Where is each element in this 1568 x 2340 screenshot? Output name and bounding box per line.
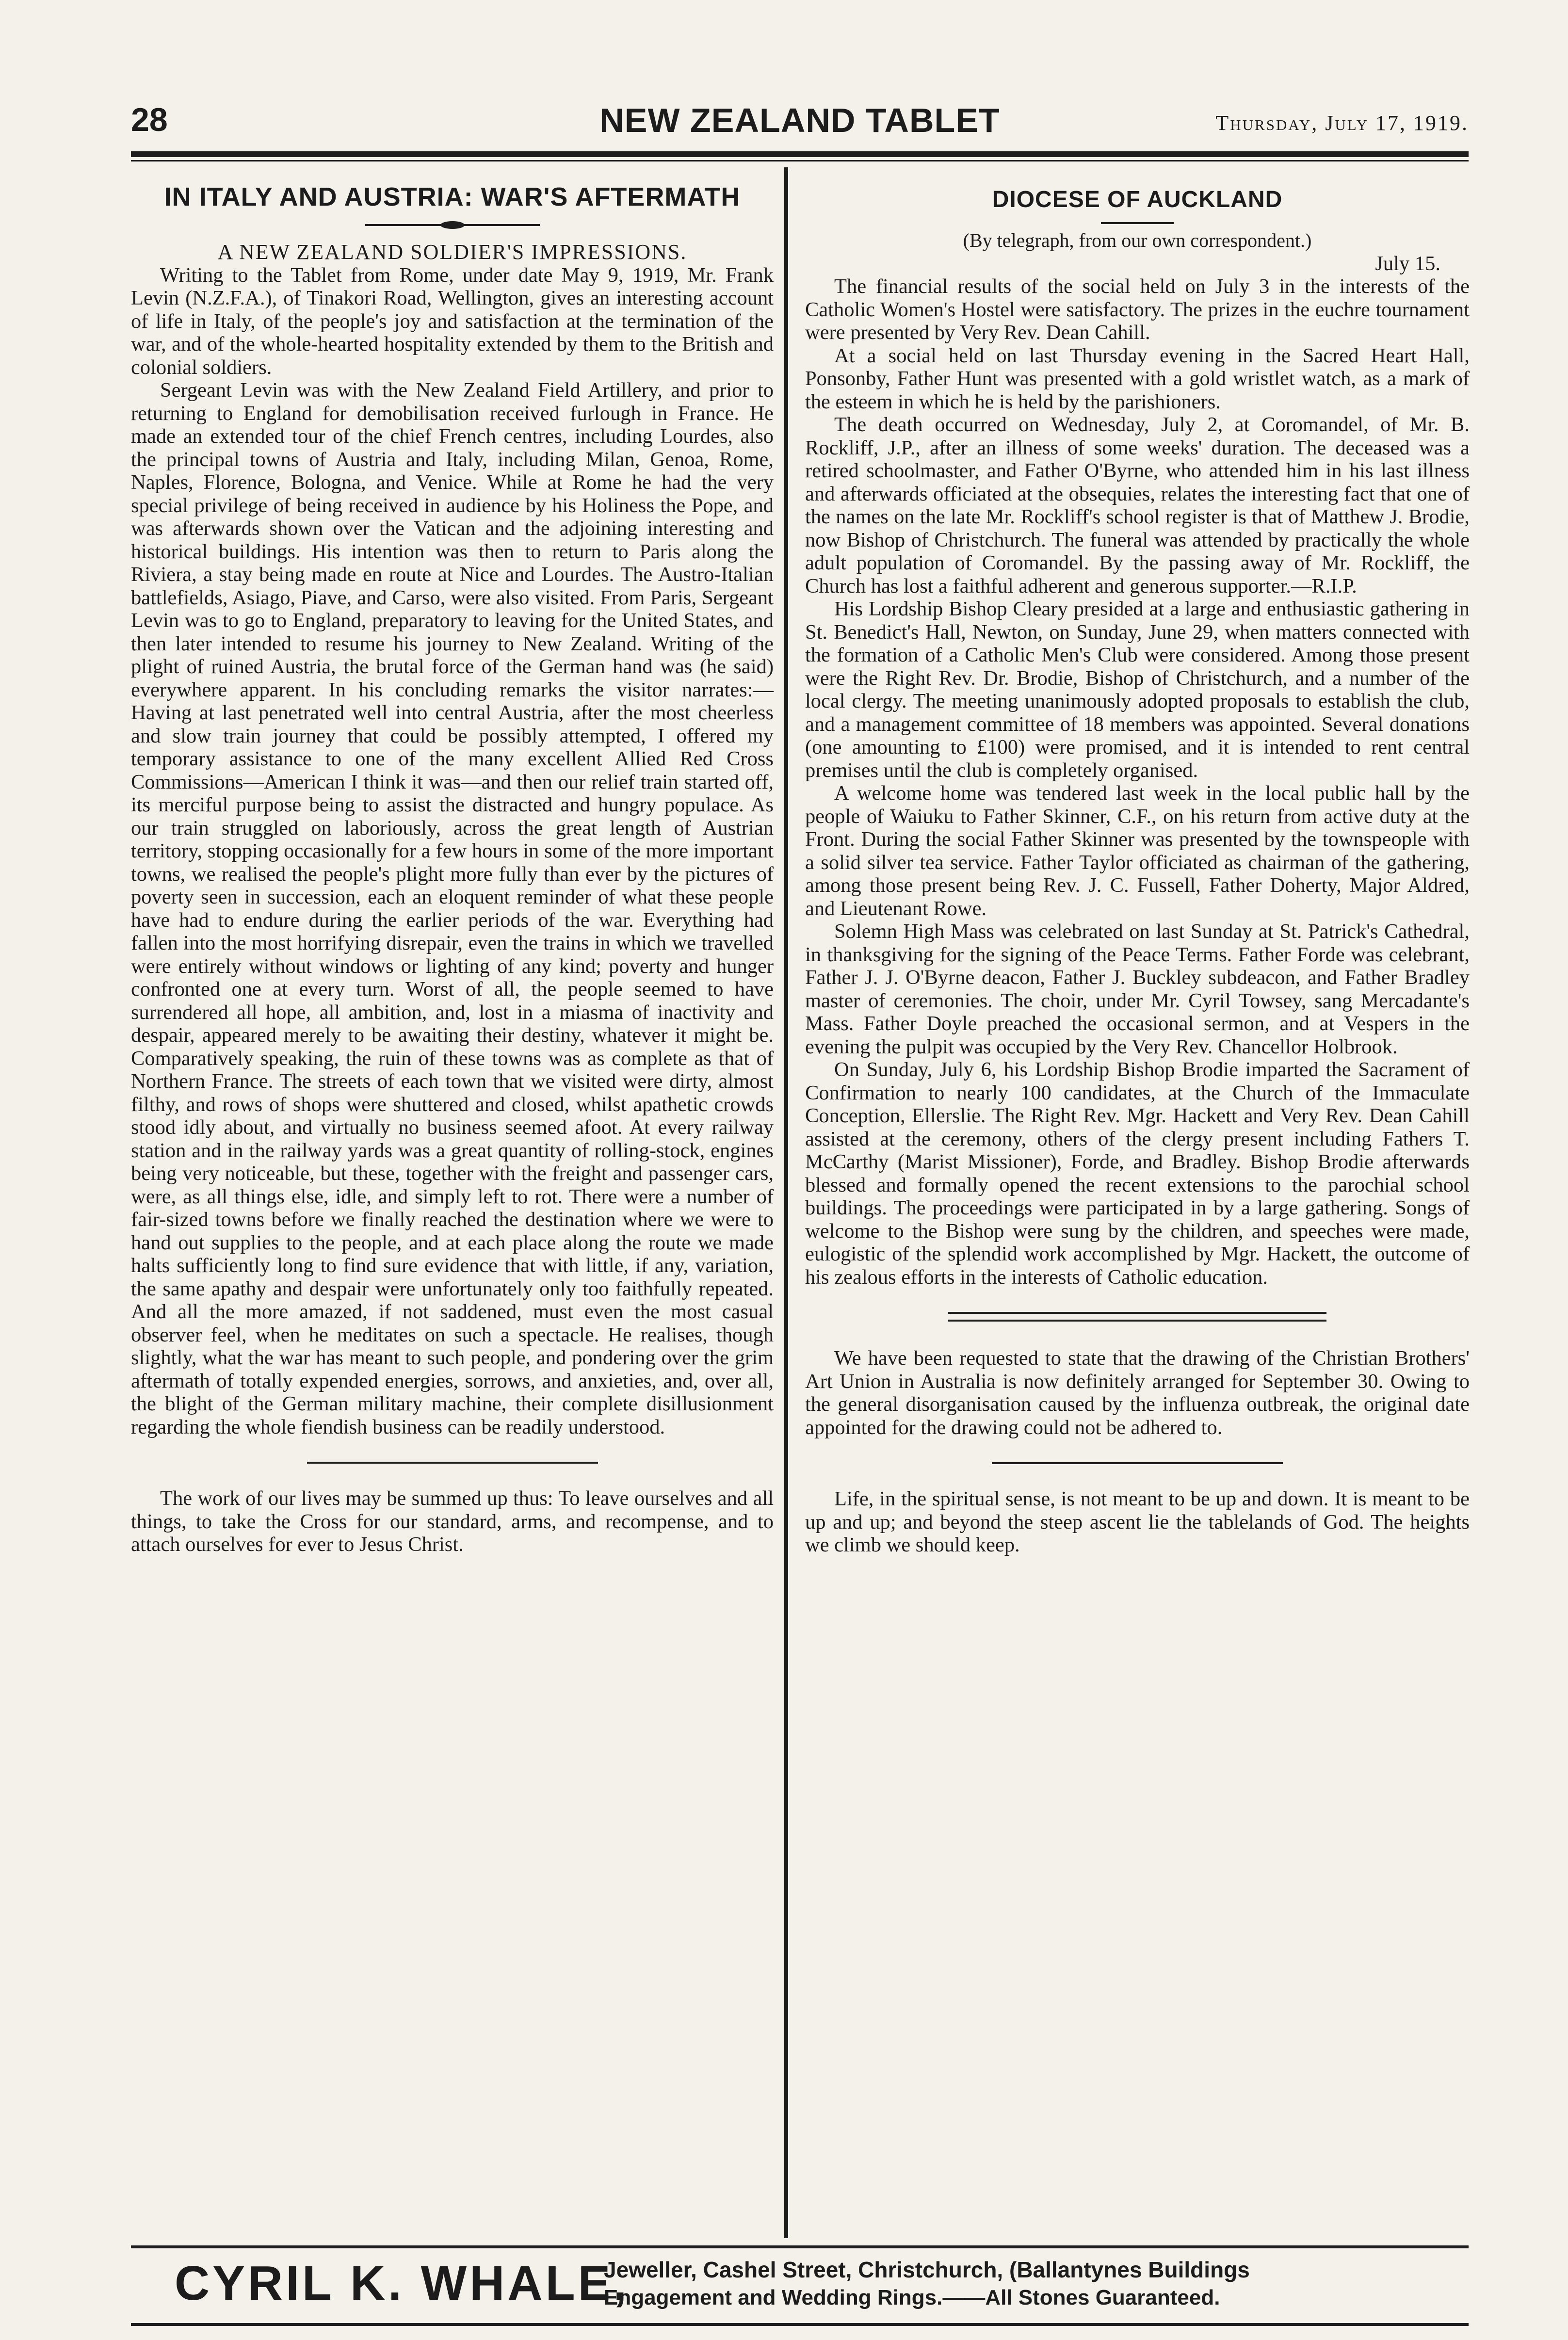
masthead-rule bbox=[131, 151, 1469, 157]
section-divider bbox=[992, 1462, 1283, 1464]
art-union-notice: We have been requested to state that the drawing of the Christian Brothers' Art Union in Australia is now definitely arranged for September 30. Owing to the general disorganisation caused by the influenza outbreak, the original date appointed for the drawing could not be adhered to. bbox=[805, 1347, 1470, 1439]
masthead-rule-thin bbox=[131, 160, 1469, 161]
advertiser-name: CYRIL K. WHALE, bbox=[175, 2256, 630, 2310]
news-paragraph: His Lordship Bishop Cleary presided at a large and enthusiastic gathering in St. Benedict's Hall, Newton, on Sunday, June 29, when matters connected with the formation of a Catholic Men's Club were considered. Among those present were the Right Rev. Dr. Brodie, Bishop of Christchurch, and a number of the local clergy. The meeting unanimously adopted proposals to establish the club, and a management committee of 18 members was appointed. Several donations (one amounting to £100) were promised, and it is intended to rent central premises until the club is completely organised. bbox=[805, 597, 1470, 782]
filler-paragraph: The work of our lives may be summed up thus: To leave ourselves and all things, to take the Cross for our standard, arms, and recompense, and to attach ourselves for ever to Jesus Christ. bbox=[131, 1487, 774, 1556]
diocese-headline: DIOCESE OF AUCKLAND bbox=[992, 187, 1283, 212]
column-divider bbox=[784, 167, 788, 2238]
byline: (By telegraph, from our own correspondent.) bbox=[963, 229, 1312, 251]
article-headline: IN ITALY AND AUSTRIA: WAR'S AFTERMATH bbox=[164, 182, 741, 211]
headline-ornament bbox=[365, 220, 540, 230]
dateline: July 15. bbox=[1375, 252, 1440, 275]
news-paragraph: The death occurred on Wednesday, July 2, at Coromandel, of Mr. B. Rockliff, J.P., after an illness of some weeks' duration. The deceased was a retired schoolmaster, and Father O'Byrne, who attended him in his last illness and afterwards officiated at the obsequies, relates the interesting fact that one of the names on the late Mr. Rockliff's school register is that of Matthew J. Brodie, now Bishop of Christchurch. The funeral was attended by practically the whole adult population of Coromandel. By the passing away of Mr. Rockliff, the Church has lost a faithful adherent and generous supporter.—R.I.P. bbox=[805, 413, 1470, 597]
issue-date: Thursday, July 17, 1919. bbox=[1215, 111, 1469, 135]
news-paragraph: The financial results of the social held on July 3 in the interests of the Catholic Women's Hostel were satisfactory. The prizes in the euchre tournament were presented by Very Rev. Dean Cahill. bbox=[805, 275, 1470, 344]
footer-rule bbox=[131, 2245, 1469, 2248]
section-divider bbox=[307, 1462, 598, 1464]
filler-paragraph: Life, in the spiritual sense, is not meant to be up and down. It is meant to be up and up; and beyond the steep ascent lie the tablelands of God. The heights we climb we should keep. bbox=[805, 1487, 1470, 1556]
page-number: 28 bbox=[131, 101, 168, 138]
masthead bbox=[131, 97, 1469, 150]
left-column bbox=[131, 175, 774, 1556]
article-paragraph: Writing to the Tablet from Rome, under date May 9, 1919, Mr. Frank Levin (N.Z.F.A.), of Tinakori Road, Wellington, gives an interesting account of life in Italy, of the people's joy and satisfaction at the termination of the war, and of the whole-hearted hospitality extended by them to the British and colonial soldiers. bbox=[131, 263, 774, 379]
news-paragraph: Solemn High Mass was celebrated on last Sunday at St. Patrick's Cathedral, in thanksgiving for the signing of the Peace Terms. Father Forde was celebrant, Father J. J. O'Byrne deacon, Father J. Buckley subdeacon, and Father Bradley master of ceremonies. The choir, under Mr. Cyril Towsey, sang Mercadante's Mass. Father Doyle preached the occasional sermon, and at Vespers in the evening the pulpit was occupied by the Very Rev. Chancellor Holbrook. bbox=[805, 920, 1470, 1058]
section-divider-double bbox=[948, 1312, 1326, 1322]
article-subheadline: A NEW ZEALAND SOLDIER'S IMPRESSIONS. bbox=[217, 240, 687, 264]
advertiser-tagline: Engagement and Wedding Rings.——All Stones Guaranteed. bbox=[604, 2286, 1220, 2309]
newspaper-title: NEW ZEALAND TABLET bbox=[599, 101, 1000, 139]
article-paragraph: Sergeant Levin was with the New Zealand Field Artillery, and prior to returning to England for demobilisation received furlough in France. He made an extended tour of the chief French centres, including Lourdes, also the principal towns of Austria and Italy, including Milan, Genoa, Rome, Naples, Florence, Bologna, and Venice. While at Rome he had the very special privilege of being received in audience by his Holiness the Pope, and was afterwards shown over the Vatican and the adjoining interesting and historical buildings. His intention was then to return to Paris along the Riviera, a stay being made en route at Nice and Lourdes. The Austro-Italian battlefields, Asiago, Piave, and Carso, were also visited. From Paris, Sergeant Levin was to go to England, preparatory to leaving for the United States, and then later intended to resume his journey to New Zealand. Writing of the plight of ruined Austria, the brutal force of the German hand was (he said) everywhere apparent. In his concluding remarks the visitor narrates:—Having at last penetrated well into central Austria, after the most cheerless and slow train journey that could be possibly attempted, I offered my temporary assistance to one of the many excellent Allied Red Cross Commissions—American I think it was—and then our relief train started off, its merciful purpose being to assist the distracted and hungry populace. As our train struggled on laboriously, across the great length of Austrian territory, stopping occasionally for a few hours in some of the more important towns, we realised the people's plight more fully than ever by the pictures of poverty seen in succession, each an eloquent reminder of what these people have had to endure during the earlier periods of the war. Everything had fallen into the most horrifying disrepair, even the trains in which we travelled were entirely without windows or lighting of any kind; poverty and hunger confronted one at every turn. Worst of all, the people seemed to have surrendered all hope, all ambition, and, lost in a miasma of inactivity and despair, appeared merely to be awaiting their destiny, whatever it might be. Comparatively speaking, the ruin of these towns was as complete as that of Northern France. The streets of each town that we visited were dirty, almost filthy, and rows of shops were shuttered and closed, whilst apathetic crowds stood idly about, and virtually no business seemed afoot. At every railway station and in the railway yards was a great quantity of rolling-stock, engines being very noticeable, but these, together with the freight and passenger cars, were, as all things else, idle, and simply left to rot. There were a number of fair-sized towns before we finally reached the destination where we were to hand out supplies to the people, and at each place along the route we made halts sufficiently long to find sure evidence that with little, if any, variation, the same apathy and despair were unfortunately only too faithfully repeated. And all the more amazed, if not saddened, must even the most casual observer feel, when he meditates on such a spectacle. He realises, though slightly, what the war has meant to such people, and pondering over the grim aftermath of totally expended energies, sorrows, and anxieties, and, over all, the blight of the German military machine, their complete disillusionment regarding the whole fiendish business can be readily understood. bbox=[131, 379, 774, 1438]
headline-rule bbox=[1101, 222, 1174, 224]
footer-rule-bottom bbox=[131, 2323, 1469, 2326]
footer-advertisement bbox=[131, 2253, 1469, 2325]
news-paragraph: On Sunday, July 6, his Lordship Bishop Brodie imparted the Sacrament of Confirmation to nearly 100 candidates, at the Church of the Immaculate Conception, Ellerslie. The Right Rev. Mgr. Hackett and Very Rev. Dean Cahill assisted at the ceremony, others of the clergy present including Fathers T. McCarthy (Marist Missioner), Forde, and Bradley. Bishop Brodie afterwards blessed and formally opened the recent extensions to the parochial school buildings. The proceedings were participated in by a large gathering. Songs of welcome to the Bishop were sung by the children, and speeches were made, eulogistic of the splendid work accomplished by Mgr. Hackett, the outcome of his zealous efforts in the interests of Catholic education. bbox=[805, 1058, 1470, 1289]
news-paragraph: A welcome home was tendered last week in the local public hall by the people of Waiuku to Father Skinner, C.F., on his return from active duty at the Front. During the social Father Skinner was presented by the townspeople with a solid silver tea service. Father Taylor officiated as chairman of the gathering, among those present being Rev. J. C. Fussell, Father Doherty, Major Aldred, and Lieutenant Rowe. bbox=[805, 782, 1470, 920]
right-column bbox=[805, 175, 1470, 1557]
advertiser-address: Jeweller, Cashel Street, Christchurch, (Ballantynes Buildings bbox=[604, 2257, 1250, 2282]
news-paragraph: At a social held on last Thursday evening in the Sacred Heart Hall, Ponsonby, Father Hunt was presented with a gold wristlet watch, as a mark of the esteem in which he is held by the parishioners. bbox=[805, 344, 1470, 413]
